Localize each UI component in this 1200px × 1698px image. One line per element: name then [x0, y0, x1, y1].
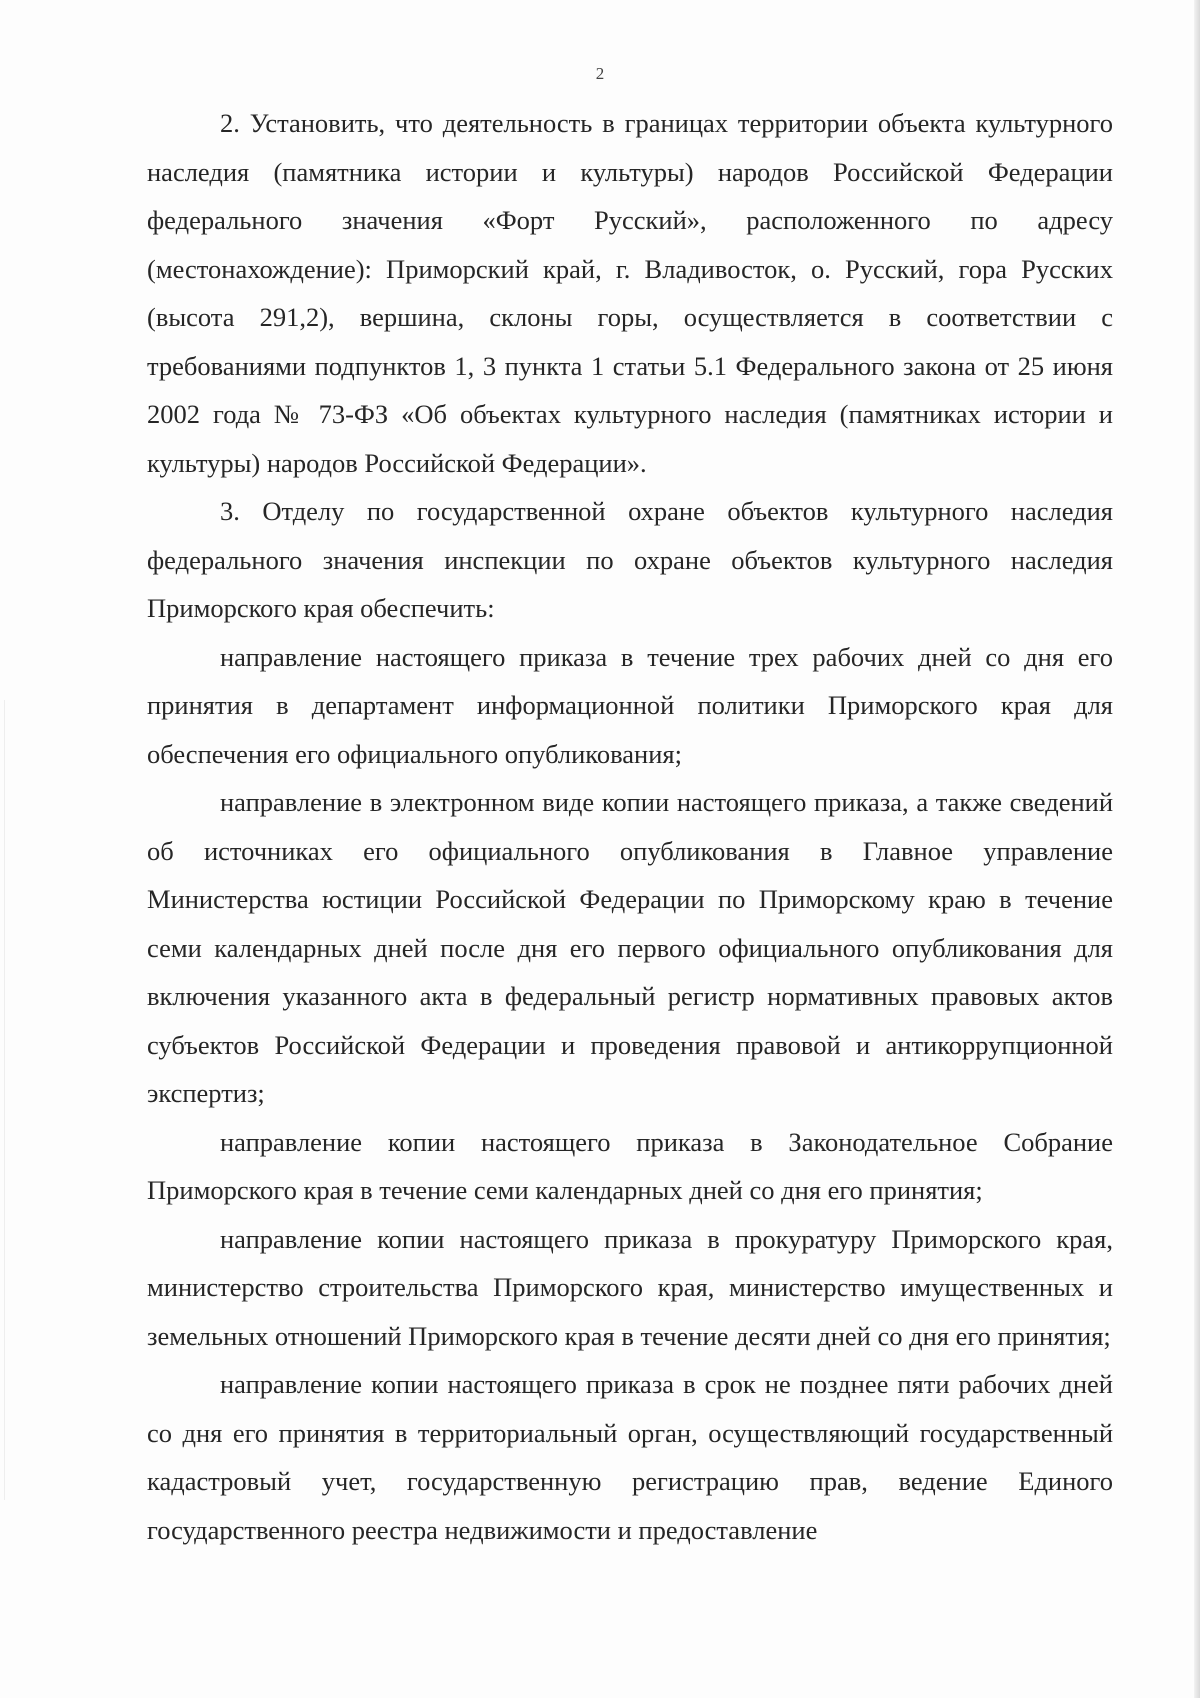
page-number: 2: [595, 64, 605, 83]
document-body: [147, 99, 1113, 1554]
paragraph-ministry-of-justice: направление в электронном виде копии настоящего приказа, а также сведений об источниках его официального опубликования в Главное управление Министерства юстиции Российской Федерации по Приморскому краю в течение семи календарных дней после дня его первого официального опубликования для включения указанного акта в федеральный регистр нормативных правовых актов субъектов Российской Федерации и проведения правовой и антикоррупционной экспертиз;: [147, 787, 1113, 1108]
paragraph-prosecutor: направление копии настоящего приказа в прокуратуру Приморского края, министерство строительства Приморского края, министерство имущественных и земельных отношений Приморского края в течение десяти дней со дня его принятия;: [147, 1223, 1113, 1351]
paragraph-publication: направление настоящего приказа в течение трех рабочих дней со дня его принятия в департамент информационной политики Приморского края для обеспечения его официального опубликования;: [147, 641, 1113, 769]
paragraph-legislative-assembly: направление копии настоящего приказа в Законодательное Собрание Приморского края в течение семи календарных дней со дня его принятия;: [147, 1126, 1113, 1205]
scan-edge-left: [4, 700, 5, 1500]
paragraph-item-2: 2. Установить, что деятельность в границах территории объекта культурного наследия (памятника истории и культуры) народов Российской Федерации федерального значения «Форт Русский», расположенного по адресу (местонахождение): Приморский край, г. Владивосток, о. Русский, гора Русских (высота 291,2), вершина, склоны горы, осуществляется в соответствии с требованиями подпунктов 1, 3 пункта 1 статьи 5.1 Федерального закона от 25 июня 2002 года № 73-ФЗ «Об объектах культурного наследия (памятниках истории и культуры) народов Российской Федерации».: [147, 108, 1113, 478]
paragraph-cadastral: направление копии настоящего приказа в срок не позднее пяти рабочих дней со дня его принятия в территориальный орган, осуществляющий государственный кадастровый учет, государственную регистрацию прав, ведение Единого государственного реестра недвижимости и предоставление: [147, 1369, 1113, 1545]
scan-edge-right: [1194, 0, 1200, 1698]
paragraph-item-3: 3. Отделу по государственной охране объектов культурного наследия федерального значения инспекции по охране объектов культурного наследия Приморского края обеспечить:: [147, 496, 1113, 623]
